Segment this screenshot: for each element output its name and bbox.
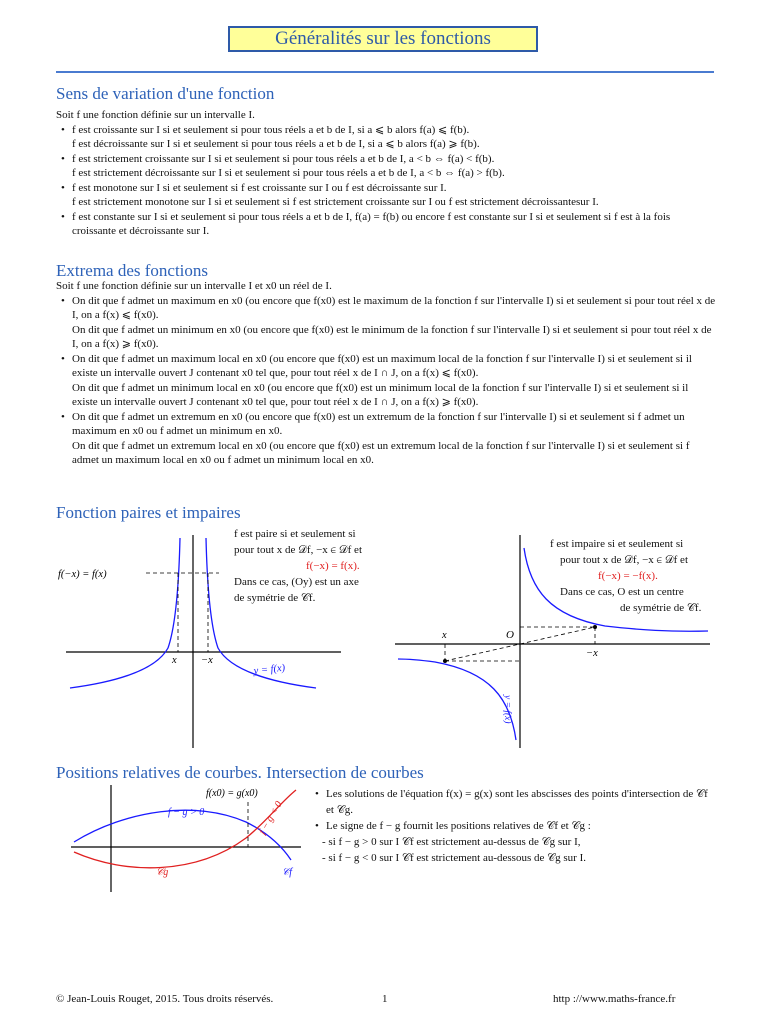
extrema-bullet-1a: • On dit que f admet un maximum en x0 (ou encore que f(x0) est le maximum de la fonction f sur l'intervalle I) si et seulement si pour tout réel x de I, on a f(x) ⩽ f(x0). — [56, 294, 716, 323]
odd-line-4: Dans ce cas, O est un centre — [560, 586, 684, 598]
label-pos: f − g > 0 — [168, 807, 205, 818]
odd-line-3: f(−x) = −f(x). — [598, 570, 658, 582]
even-curve-left — [70, 538, 180, 688]
positions-sub-1: - si f − g > 0 sur I 𝒞f est strictement au-dessus de 𝒞g sur I, — [322, 836, 581, 848]
even-line-2: pour tout x de 𝒟f, −x ∈ 𝒟f et — [234, 544, 362, 556]
label-cg: 𝒞g — [156, 867, 169, 878]
label-mx: −x — [201, 655, 213, 666]
label-curve: y = f(x) — [502, 695, 512, 724]
variation-bullet-1b: f est décroissante sur I si et seulement si pour tous réels a et b de I, si a ⩽ b alors f(a) ⩾ f(b). — [72, 138, 480, 150]
even-line-3: f(−x) = f(x). — [306, 560, 360, 572]
odd-line-1: f est impaire si et seulement si — [550, 538, 684, 550]
extrema-bullet-3b: On dit que f admet un extremum local en x0 (ou encore que f(x0) est un extremum local de la fonction f sur l'intervalle I) si et seulement si f admet un maximum local en x0 ou f admet un minimum local en x0. — [72, 439, 690, 466]
heading-positions: Positions relatives de courbes. Intersection de courbes — [56, 763, 424, 782]
variation-body — [56, 108, 716, 239]
extrema-body — [56, 279, 716, 468]
positions-bullet-2: • Le signe de f − g fournit les positions relatives de 𝒞f et 𝒞g : — [310, 818, 715, 834]
heading-parity: Fonction paires et impaires — [56, 503, 241, 522]
extrema-intro: Soit f une fonction définie sur un intervalle I et x0 un réel de I. — [56, 280, 332, 292]
variation-bullet-2a: • f est strictement croissante sur I si et seulement si pour tous réels a et b de I, a < b ⇔ f(a) < f(b). — [56, 152, 716, 167]
label-fx: f(−x) = f(x) — [58, 569, 107, 580]
variation-bullet-2b: f est strictement décroissante sur I si et seulement si pour tous réels a et b de I, a < b ⇔ f(a) > f(b). — [72, 167, 505, 179]
even-line-1: f est paire si et seulement si — [234, 528, 356, 540]
odd-line-5: de symétrie de 𝒞f. — [620, 602, 702, 614]
odd-curve-left — [398, 659, 516, 740]
extrema-bullet-1b: On dit que f admet un minimum en x0 (ou encore que f(x0) est le minimum de la fonction f sur l'intervalle I) si et seulement si pour tout réel x de I, on a f(x) ⩾ f(x0). — [72, 323, 712, 350]
footer-copyright: © Jean-Louis Rouget, 2015. Tous droits réservés. — [56, 993, 274, 1005]
variation-intro: Soit f une fonction définie sur un intervalle I. — [56, 109, 255, 121]
odd-text — [550, 536, 730, 616]
variation-bullet-1a: • f est croissante sur I si et seulement si pour tous réels a et b de I, si a ⩽ b alors f(a) ⩽ f(b). — [56, 123, 716, 138]
variation-bullet-4: • f est constante sur I si et seulement si pour tous réels a et b de I, f(a) = f(b) ou encore f est constante sur I si et seulement si f est à la fois croissante et décroissante sur I. — [56, 210, 716, 239]
positions-sub-2: - si f − g < 0 sur I 𝒞f est strictement au-dessous de 𝒞g sur I. — [322, 852, 586, 864]
heading-extrema: Extrema des fonctions — [56, 261, 209, 280]
title-rule — [56, 71, 714, 73]
variation-bullet-3b: f est strictement monotone sur I si et seulement si f est strictement croissante sur I ou f est strictement décroissantesur I. — [72, 196, 599, 208]
even-line-5: de symétrie de 𝒞f. — [234, 592, 316, 604]
label-curve: y = f(x) — [253, 662, 286, 677]
extrema-bullet-3a: • On dit que f admet un extremum en x0 (ou encore que f(x0) est un extremum de la fonction f sur l'intervalle I) si et seulement si f admet un maximum en x0 ou f admet un minimum en x0. — [56, 410, 716, 439]
label-eq: f(x0) = g(x0) — [206, 788, 258, 799]
positions-bullet-1: • Les solutions de l'équation f(x) = g(x) sont les abscisses des points d'intersection de 𝒞f et 𝒞g. — [310, 786, 715, 818]
point-right — [593, 625, 597, 629]
extrema-bullet-2a: • On dit que f admet un maximum local en x0 (ou encore que f(x0) est un maximum local de la fonction f sur l'intervalle I) si et seulement si il existe un intervalle ouvert J contenant x0 tel que, pour tout réel x de I ∩ J, on a f(x) ⩽ f(x0). — [56, 352, 716, 381]
odd-line-2: pour tout x de 𝒟f, −x ∈ 𝒟f et — [560, 554, 688, 566]
variation-bullet-3a: • f est monotone sur I si et seulement si f est croissante sur I ou f est décroissante sur I. — [56, 181, 716, 196]
even-text — [234, 526, 404, 606]
label-cf: 𝒞f — [282, 867, 293, 878]
footer-page-number: 1 — [382, 993, 388, 1005]
page-title: Généralités sur les fonctions — [228, 26, 538, 52]
label-x: x — [172, 655, 177, 666]
label-O: O — [506, 629, 514, 641]
even-line-4: Dans ce cas, (Oy) est un axe — [234, 576, 359, 588]
point-left — [443, 659, 447, 663]
positions-graph — [56, 780, 306, 895]
heading-variation: Sens de variation d'une fonction — [56, 84, 275, 103]
positions-text — [310, 786, 715, 866]
footer-url[interactable]: http ://www.maths-france.fr — [553, 993, 676, 1005]
label-mx: −x — [586, 648, 598, 659]
label-x: x — [442, 630, 447, 641]
extrema-bullet-2b: On dit que f admet un minimum local en x0 (ou encore que f(x0) est un minimum local de la fonction f sur l'intervalle I) si et seulement si il existe un intervalle ouvert J contenant x0 tel que, pour tout réel x de I ∩ J, on a f(x) ⩾ f(x0). — [72, 381, 689, 408]
label-neg: f − g < 0 — [257, 799, 285, 837]
